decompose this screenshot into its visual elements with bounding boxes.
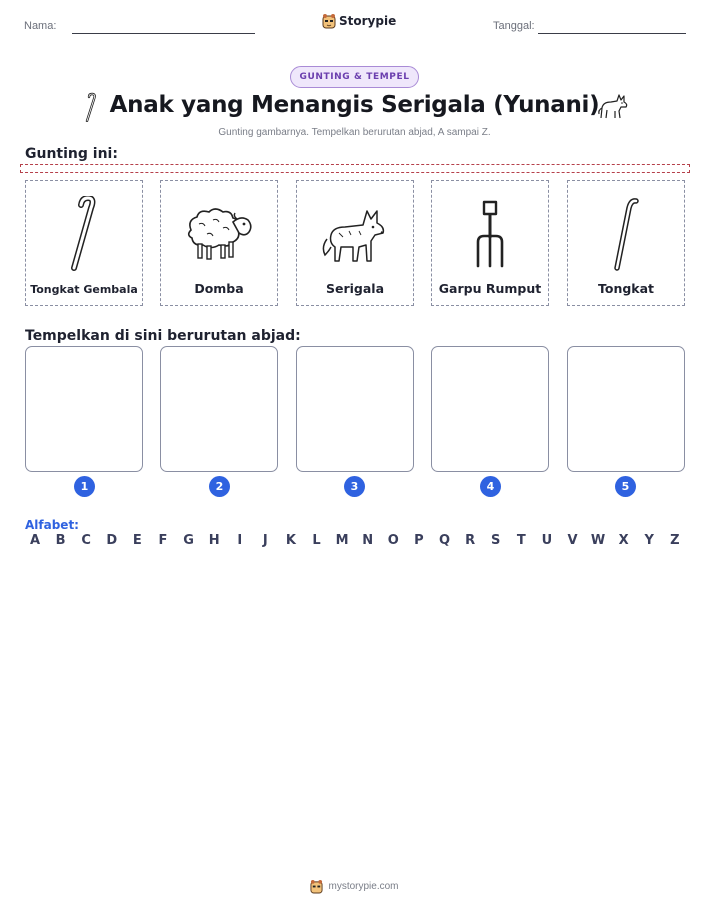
alphabet-letter: I: [237, 533, 243, 548]
date-label: Tanggal:: [493, 20, 535, 32]
page-title: Anak yang Menangis Serigala (Yunani): [109, 92, 600, 118]
alphabet-letter: D: [106, 533, 118, 548]
cut-line: [20, 164, 690, 173]
paste-box-5[interactable]: [567, 346, 685, 472]
paste-section-label: Tempelkan di sini berurutan abjad:: [25, 328, 301, 344]
alphabet-letter: L: [312, 533, 321, 548]
alphabet-letter: Y: [644, 533, 654, 548]
alphabet-letter: J: [262, 533, 268, 548]
alphabet-letter: P: [414, 533, 424, 548]
card-label: Garpu Rumput: [438, 281, 542, 296]
cut-section-label: Gunting ini:: [25, 146, 118, 162]
alphabet-letter: F: [158, 533, 168, 548]
paste-box-4[interactable]: [431, 346, 549, 472]
alphabet-letter: N: [362, 533, 374, 548]
cut-card-garpu-rumput[interactable]: [431, 180, 549, 306]
shepherd-crook-icon: [64, 196, 104, 272]
instructions: Gunting gambarnya. Tempelkan berurutan abjad, A sampai Z.: [218, 127, 491, 138]
name-line[interactable]: [72, 33, 255, 34]
footer: [0, 879, 709, 894]
paste-box-1[interactable]: [25, 346, 143, 472]
alphabet-letter: R: [465, 533, 476, 548]
brand-name: Storypie: [339, 14, 397, 28]
number-badge-4: 4: [480, 476, 501, 497]
alphabet-letter: Z: [670, 533, 680, 548]
card-label: Serigala: [325, 281, 385, 296]
alphabet-letter: K: [285, 533, 296, 548]
alphabet-letter: H: [208, 533, 220, 548]
alphabet-letter: W: [590, 533, 606, 548]
alphabet-letter: O: [387, 533, 399, 548]
cut-card-domba[interactable]: [160, 180, 278, 306]
pitchfork-icon: [473, 198, 507, 270]
alphabet-label: Alfabet:: [25, 518, 79, 532]
alphabet-letter: X: [618, 533, 629, 548]
card-label: Tongkat Gembala: [30, 283, 138, 296]
cut-card-tongkat[interactable]: [567, 180, 685, 306]
brand-logo: [322, 13, 396, 29]
alphabet-letter: S: [491, 533, 501, 548]
alphabet-letter: B: [55, 533, 66, 548]
wolf-icon: [597, 90, 631, 122]
wolf-icon: [319, 199, 391, 269]
number-badge-3: 3: [344, 476, 365, 497]
alphabet-letter: U: [541, 533, 553, 548]
number-badge-5: 5: [615, 476, 636, 497]
activity-badge: GUNTING & TEMPEL: [290, 66, 419, 88]
date-line[interactable]: [538, 33, 686, 34]
alphabet-letter: M: [335, 533, 349, 548]
cut-card-serigala[interactable]: [296, 180, 414, 306]
card-label: Tongkat: [597, 281, 655, 296]
storypie-logo-icon: [322, 13, 336, 29]
alphabet-letter: V: [567, 533, 578, 548]
paste-box-2[interactable]: [160, 346, 278, 472]
number-badge-2: 2: [209, 476, 230, 497]
alphabet-letter: T: [516, 533, 526, 548]
alphabet-letter: Q: [438, 533, 451, 548]
alphabet-letter: C: [81, 533, 91, 548]
alphabet-letter: E: [132, 533, 142, 548]
alphabet-letter: G: [183, 533, 194, 548]
paste-box-3[interactable]: [296, 346, 414, 472]
alphabet-row: [25, 533, 685, 548]
storypie-logo-icon: [310, 879, 323, 894]
staff-icon: [609, 196, 643, 272]
sheep-icon: [183, 202, 255, 266]
alphabet-letter: A: [29, 533, 41, 548]
cut-card-tongkat-gembala[interactable]: [25, 180, 143, 306]
number-badge-1: 1: [74, 476, 95, 497]
name-label: Nama:: [24, 20, 57, 32]
card-label: Domba: [194, 281, 244, 296]
footer-url[interactable]: mystorypie.com: [328, 881, 399, 892]
